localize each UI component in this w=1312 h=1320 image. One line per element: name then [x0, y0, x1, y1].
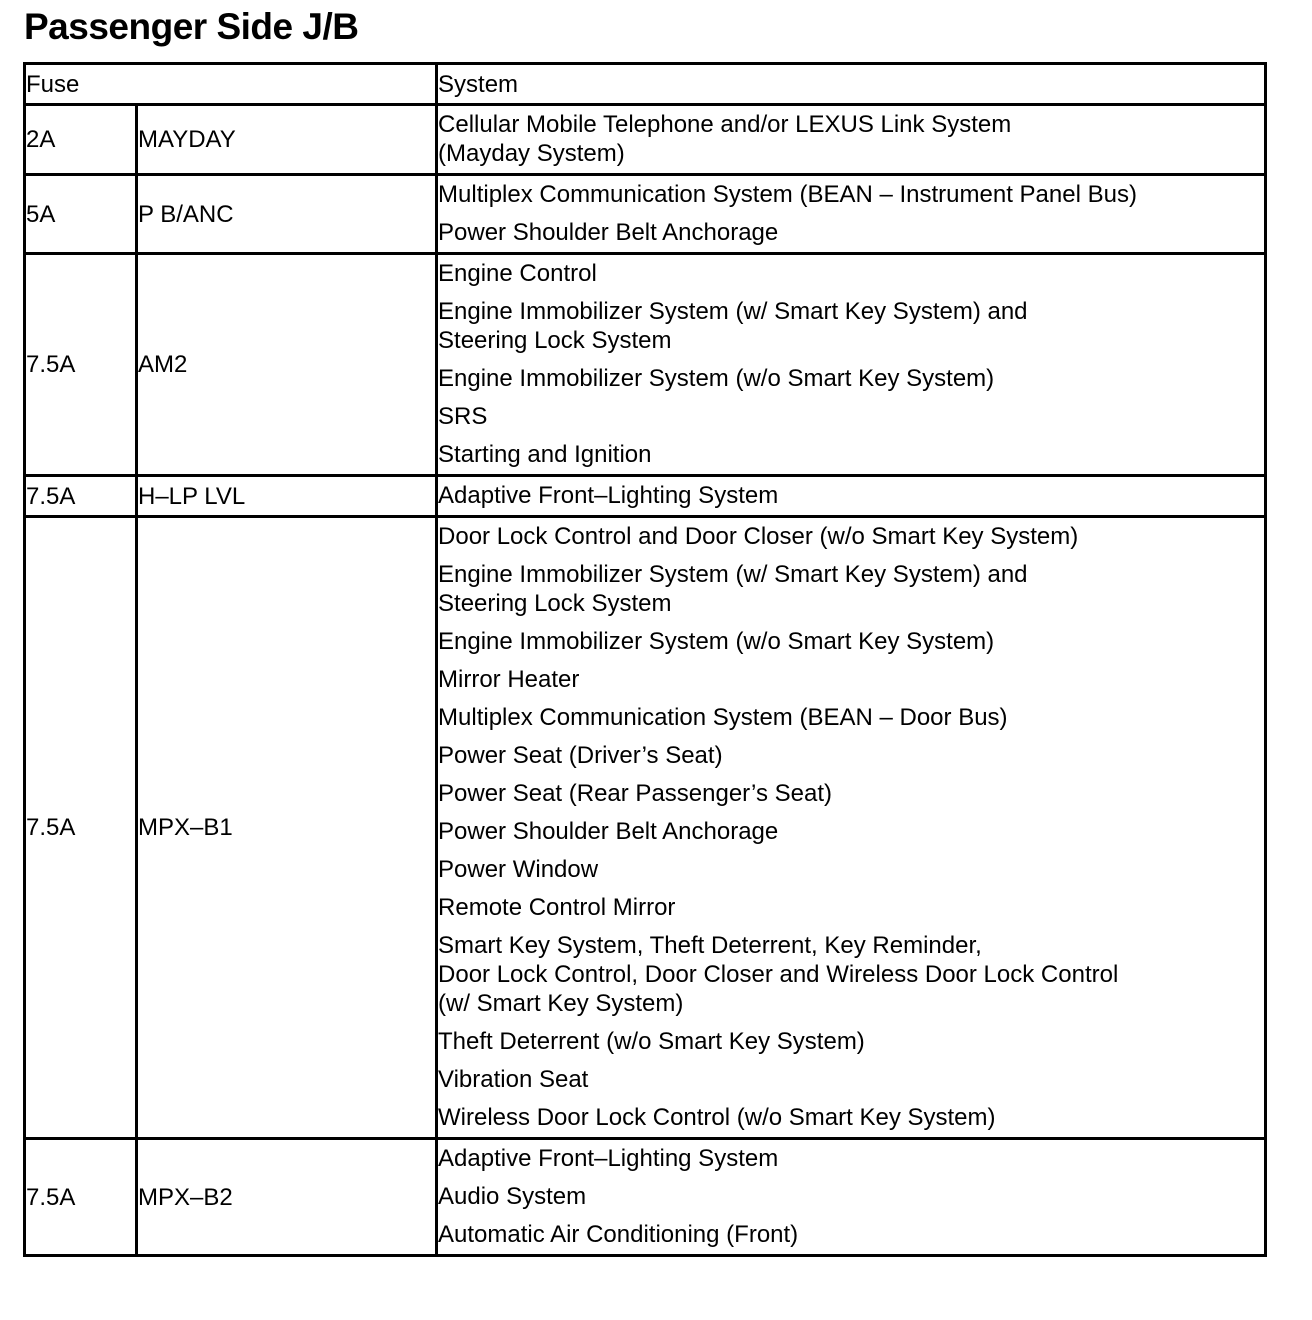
fuse-name: MPX–B1 [137, 517, 437, 1139]
system-item [438, 1140, 1264, 1178]
system-text: Automatic Air Conditioning (Front) [438, 1221, 799, 1248]
system-text: Power Seat (Driver’s Seat) [438, 742, 723, 769]
system-text: Remote Control Mirror [438, 894, 676, 921]
system-item [438, 851, 1264, 889]
fuse-table [23, 62, 1267, 1257]
fuse-name: AM2 [137, 254, 437, 476]
system-item [438, 477, 1264, 515]
fuse-amperage: 7.5A [25, 254, 137, 476]
table-row [25, 517, 1266, 1139]
system-text: Steering Lock System [438, 327, 672, 354]
fuse-amperage: 2A [25, 105, 137, 175]
system-item [438, 1099, 1264, 1137]
system-text: Wireless Door Lock Control (w/o Smart Key System) [438, 1104, 996, 1131]
system-item [438, 556, 1264, 623]
system-text: Power Seat (Rear Passenger’s Seat) [438, 780, 832, 807]
system-item [438, 1178, 1264, 1216]
system-text: Engine Immobilizer System (w/ Smart Key System) and [438, 561, 1028, 588]
system-item [438, 106, 1264, 173]
system-text: Theft Deterrent (w/o Smart Key System) [438, 1028, 865, 1055]
column-header-fuse: Fuse [25, 64, 437, 105]
table-row [25, 175, 1266, 254]
fuse-systems [437, 105, 1266, 175]
table-row [25, 476, 1266, 517]
system-text: Engine Control [438, 260, 597, 287]
system-text: Steering Lock System [438, 590, 672, 617]
system-item [438, 360, 1264, 398]
system-text: Multiplex Communication System (BEAN – Instrument Panel Bus) [438, 181, 1137, 208]
system-item [438, 927, 1264, 1023]
system-item [438, 661, 1264, 699]
system-text: Cellular Mobile Telephone and/or LEXUS Link System [438, 111, 1012, 138]
system-item [438, 889, 1264, 927]
system-text: Adaptive Front–Lighting System [438, 1145, 779, 1172]
system-text: Power Shoulder Belt Anchorage [438, 818, 779, 845]
system-item [438, 436, 1264, 474]
system-text: Door Lock Control, Door Closer and Wireless Door Lock Control [438, 961, 1119, 988]
fuse-name: MAYDAY [137, 105, 437, 175]
fuse-systems [437, 476, 1266, 517]
fuse-amperage: 5A [25, 175, 137, 254]
fuse-systems [437, 517, 1266, 1139]
table-row [25, 105, 1266, 175]
fuse-amperage: 7.5A [25, 476, 137, 517]
system-text: Smart Key System, Theft Deterrent, Key Reminder, [438, 932, 982, 959]
fuse-amperage: 7.5A [25, 517, 137, 1139]
system-item [438, 775, 1264, 813]
system-text: Audio System [438, 1183, 587, 1210]
system-item [438, 1216, 1264, 1254]
system-text: (Mayday System) [438, 140, 625, 167]
system-text: Vibration Seat [438, 1066, 589, 1093]
system-text: Adaptive Front–Lighting System [438, 482, 779, 509]
system-item [438, 398, 1264, 436]
system-item [438, 813, 1264, 851]
system-text: Mirror Heater [438, 666, 580, 693]
system-item [438, 214, 1264, 252]
system-text: Door Lock Control and Door Closer (w/o Smart Key System) [438, 523, 1079, 550]
system-item [438, 518, 1264, 556]
system-item [438, 176, 1264, 214]
system-item [438, 1061, 1264, 1099]
table-row [25, 1139, 1266, 1256]
system-text: Starting and Ignition [438, 441, 652, 468]
table-row [25, 254, 1266, 476]
page-title: Passenger Side J/B [24, 6, 359, 47]
system-text: Power Window [438, 856, 599, 883]
system-text: Engine Immobilizer System (w/ Smart Key System) and [438, 298, 1028, 325]
fuse-name: P B/ANC [137, 175, 437, 254]
fuse-name: H–LP LVL [137, 476, 437, 517]
system-item [438, 737, 1264, 775]
fuse-name: MPX–B2 [137, 1139, 437, 1256]
fuse-amperage: 7.5A [25, 1139, 137, 1256]
system-text: Engine Immobilizer System (w/o Smart Key System) [438, 628, 995, 655]
system-item [438, 1023, 1264, 1061]
column-header-system: System [437, 64, 1266, 105]
system-item [438, 255, 1264, 293]
fuse-systems [437, 1139, 1266, 1256]
system-text: Power Shoulder Belt Anchorage [438, 219, 779, 246]
system-item [438, 293, 1264, 360]
fuse-systems [437, 175, 1266, 254]
system-item [438, 623, 1264, 661]
fuse-table-body [25, 105, 1266, 1256]
table-header-row [25, 64, 1266, 105]
system-text: SRS [438, 403, 488, 430]
system-text: Engine Immobilizer System (w/o Smart Key System) [438, 365, 995, 392]
system-text: Multiplex Communication System (BEAN – Door Bus) [438, 704, 1008, 731]
fuse-systems [437, 254, 1266, 476]
system-text: (w/ Smart Key System) [438, 990, 684, 1017]
system-item [438, 699, 1264, 737]
